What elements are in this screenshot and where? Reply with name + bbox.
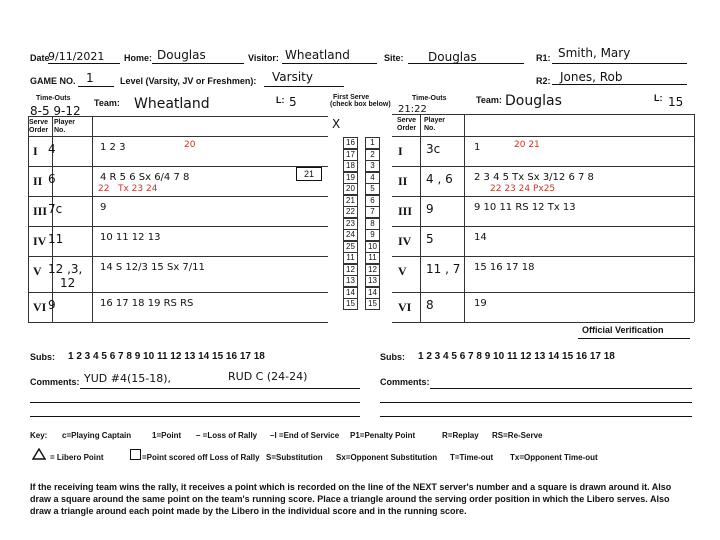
right-row-player: 3c: [426, 142, 441, 156]
key-opp-substitution: Sx=Opponent Substitution: [336, 453, 438, 462]
subs-label-right: Subs:: [380, 352, 406, 362]
running-score-cell: 10: [365, 241, 380, 253]
running-score-cell: 11: [365, 252, 380, 264]
r1-label: R1:: [536, 53, 551, 63]
right-row-roman: I: [398, 144, 403, 158]
comments-left-value: YUD #4(15-18),: [84, 372, 171, 385]
square-icon: [130, 449, 141, 460]
running-score-cell: 9: [365, 229, 380, 241]
first-serve-label: First Serve: [333, 94, 370, 101]
right-libero-label: L:: [654, 93, 663, 103]
running-score-cell: 12: [343, 264, 358, 276]
visitor-label: Visitor:: [248, 53, 279, 63]
left-serve-order-label: Serve Order: [29, 119, 49, 134]
comments-label-left: Comments:: [30, 377, 80, 387]
right-row-scores: 14: [474, 232, 487, 243]
running-score-cell: 25: [343, 241, 358, 253]
right-libero-value: 15: [668, 95, 684, 109]
left-row-player: 4: [48, 142, 56, 156]
right-row-scores: 2 3 4 5 Tx Sx 3/12 6 7 8: [474, 172, 594, 183]
running-score-cell: 23: [343, 218, 358, 230]
key-end-of-service: –l =End of Service: [270, 431, 340, 440]
left-row-scores: 16 17 18 19 RS RS: [100, 298, 194, 309]
first-serve-sub: (check box below): [330, 101, 391, 108]
r2-label: R2:: [536, 76, 551, 86]
right-player-no-label: Player No.: [424, 117, 446, 132]
comments-label-right: Comments:: [380, 377, 430, 387]
left-row-roman: III: [33, 204, 48, 218]
left-row-roman: IV: [33, 234, 47, 248]
left-player-no-label: Player No.: [54, 119, 76, 134]
right-row-player: 5: [426, 232, 434, 246]
key-captain: c=Playing Captain: [62, 431, 132, 440]
level-label: Level (Varsity, JV or Freshmen):: [120, 76, 257, 86]
right-row-player: 8: [426, 298, 434, 312]
running-score-cell: 5: [365, 183, 380, 195]
left-row-scores: 9: [100, 202, 107, 213]
running-score-cell: 14: [365, 287, 380, 299]
first-serve-check: X: [332, 117, 341, 131]
running-score-cell: 6: [365, 195, 380, 207]
right-team-name: Douglas: [505, 93, 562, 109]
left-row-player: 9: [48, 298, 56, 312]
right-row-scores: 9 10 11 RS 12 Tx 13: [474, 202, 576, 213]
left-row-scores: 4 R 5 6 Sx 6/4 7 8: [100, 172, 190, 183]
left-row-player-second-line: 12: [60, 276, 76, 290]
home-label: Home:: [124, 53, 153, 63]
running-score-cell: 21: [343, 195, 358, 207]
left-row-roman: II: [33, 174, 43, 188]
running-score-cell: 15: [343, 298, 358, 310]
site-label: Site:: [384, 53, 404, 63]
first-serve-time: 21:22: [398, 104, 427, 115]
right-row-roman: II: [398, 174, 408, 188]
running-score-cell: 13: [343, 275, 358, 287]
right-row-player: 9: [426, 202, 434, 216]
home-value: Douglas: [157, 48, 206, 62]
date-value: 9/11/2021: [48, 50, 105, 63]
site-value: Douglas: [428, 50, 477, 64]
left-row-roman: V: [33, 264, 42, 278]
left-team-label: Team:: [94, 98, 120, 108]
running-score-cell: 19: [343, 172, 358, 184]
right-timeouts-label: Time-Outs: [412, 95, 447, 102]
left-row-player: 6: [48, 172, 56, 186]
running-score-cell: 15: [365, 298, 380, 310]
running-score-cell: 24: [343, 229, 358, 241]
r1-value: Smith, Mary: [558, 46, 631, 60]
key-penalty-point: P1=Penalty Point: [350, 431, 416, 440]
running-score-cell: 1: [365, 137, 380, 149]
running-score-cell: 18: [343, 160, 358, 172]
running-score-cell: 16: [343, 137, 358, 149]
left-libero-label: L:: [276, 95, 285, 105]
left-row-player: 11: [48, 232, 64, 246]
right-row-roman: III: [398, 204, 413, 218]
r2-value: Jones, Rob: [560, 70, 623, 84]
running-score-cell: 17: [343, 149, 358, 161]
running-score-cell: 7: [365, 206, 380, 218]
visitor-value: Wheatland: [285, 48, 350, 62]
right-row-loss-of-rally-scores: 20 21: [514, 140, 540, 150]
key-reserve: RS=Re-Serve: [492, 431, 543, 440]
running-score-cell: 20: [343, 183, 358, 195]
left-row-player: 12 ,3,: [48, 262, 83, 276]
instruction-line-1: If the receiving team wins the rally, it receives a point which is recorded on the line of the NEXT server's number and a square is drawn around it. Also: [30, 482, 672, 492]
left-row-loss-of-rally-scores: 20: [184, 140, 196, 150]
running-score-cell: 8: [365, 218, 380, 230]
running-score-cell: 3: [365, 160, 380, 172]
subs-numbers-left: 1 2 3 4 5 6 7 8 9 10 11 12 13 14 15 16 17 18: [68, 351, 265, 362]
date-label: Date: [30, 53, 50, 63]
instruction-line-3: draw a triangle around each point made by the Libero in the individual score and in the running score.: [30, 506, 467, 516]
comments-mid-value: RUD C (24-24): [228, 370, 308, 383]
right-row-player: 11 , 7: [426, 262, 461, 276]
instruction-line-2: draw a square around the same point on the team's running score. Place a triangle around the serving order position in which the Libero serves. Also: [30, 494, 670, 504]
key-opp-timeout: Tx=Opponent Time-out: [510, 453, 598, 462]
left-row-scores: 10 11 12 13: [100, 232, 161, 243]
running-score-cell: 12: [365, 264, 380, 276]
level-value: Varsity: [272, 70, 313, 84]
running-score-cell: 14: [343, 287, 358, 299]
official-verification-label: Official Verification: [582, 325, 664, 335]
running-score-cell: 22: [343, 206, 358, 218]
running-score-cell: 4: [365, 172, 380, 184]
right-row-player: 4 , 6: [426, 172, 453, 186]
right-team-label: Team:: [476, 95, 502, 105]
libero-triangle-icon: [32, 448, 46, 460]
right-row-roman: V: [398, 264, 407, 278]
left-row-roman: I: [33, 144, 38, 158]
right-row-scores: 1: [474, 142, 481, 153]
running-score-cell: 2: [365, 149, 380, 161]
left-team-name: Wheatland: [134, 96, 210, 112]
key-replay: R=Replay: [442, 431, 479, 440]
game-no-value: 1: [86, 71, 94, 85]
left-row-scores: 14 S 12/3 15 Sx 7/11: [100, 262, 205, 273]
key-loss-of-rally: – =Loss of Rally: [196, 431, 258, 440]
left-row-loss-score: 22: [98, 184, 110, 194]
right-row-scores: 19: [474, 298, 487, 309]
key-point: 1=Point: [152, 431, 182, 440]
right-serve-order-label: Serve Order: [397, 117, 417, 132]
subs-numbers-right: 1 2 3 4 5 6 7 8 9 10 11 12 13 14 15 16 17 18: [418, 351, 615, 362]
key-substitution: S=Substitution: [266, 453, 323, 462]
running-score-cell: 11: [343, 252, 358, 264]
right-row-roman: IV: [398, 234, 412, 248]
key-timeout: T=Time-out: [450, 453, 494, 462]
right-row-loss-of-rally-scores: 22 23 24 Px25: [490, 184, 556, 194]
left-timeouts-value: 8-5 9-12: [30, 104, 81, 118]
key-label: Key:: [30, 431, 48, 440]
subs-label-left: Subs:: [30, 352, 56, 362]
left-final-score: 21: [296, 167, 322, 181]
game-no-label: GAME NO.: [30, 76, 76, 86]
left-row-roman: VI: [33, 300, 47, 314]
right-row-scores: 15 16 17 18: [474, 262, 535, 273]
right-row-roman: VI: [398, 300, 412, 314]
key-libero-point: = Libero Point: [50, 453, 104, 462]
left-row-player: 7c: [48, 202, 63, 216]
key-point-off-loss: =Point scored off Loss of Rally: [142, 453, 260, 462]
left-row-loss-of-rally-scores: Tx 23 24: [118, 184, 158, 194]
left-libero-value: 5: [289, 95, 297, 109]
left-timeouts-label: Time-Outs: [36, 95, 71, 102]
running-score-cell: 13: [365, 275, 380, 287]
left-row-scores: 1 2 3: [100, 142, 126, 153]
